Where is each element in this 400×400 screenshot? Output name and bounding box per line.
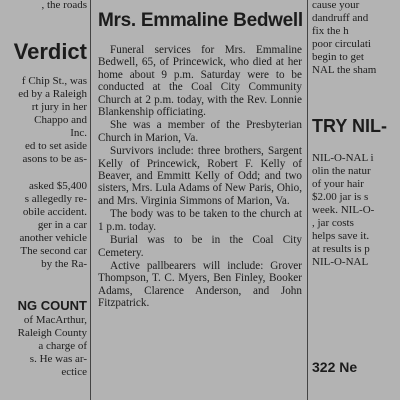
right-column-advertisement bbox=[309, 0, 400, 400]
right-text-line: cause your bbox=[312, 0, 360, 11]
left-text-line: f Chip St., was bbox=[21, 75, 87, 87]
left-text-line: ectice bbox=[61, 366, 87, 378]
left-text-line: obile accident. bbox=[22, 206, 87, 218]
right-text-line: $2.00 jar is s bbox=[312, 191, 369, 203]
left-text-line: of MacArthur, bbox=[23, 314, 87, 326]
article-paragraph: The body was to be taken to the church at 1 p.m. today. bbox=[98, 208, 302, 233]
right-text-line: dandruff and bbox=[312, 12, 369, 24]
obituary-article bbox=[92, 0, 306, 400]
article-headline: Mrs. Emmaline Bedwell bbox=[98, 10, 303, 31]
left-text-line: Raleigh County bbox=[17, 327, 87, 339]
left-text-line: Inc. bbox=[70, 127, 87, 139]
left-headline-verdict: Verdict bbox=[13, 39, 87, 64]
right-ad-address: 322 Ne bbox=[312, 359, 358, 375]
left-text-line: ed to set aside bbox=[24, 140, 87, 152]
left-text-line: Chappo and bbox=[34, 114, 87, 126]
article-body bbox=[98, 44, 302, 310]
right-text-line: week. NIL-O- bbox=[312, 204, 375, 216]
left-text-line: a charge of bbox=[38, 340, 87, 352]
right-text-line: at results is p bbox=[312, 243, 370, 255]
right-text-line: of your hair bbox=[312, 178, 364, 190]
right-text-line: poor circulati bbox=[312, 38, 371, 50]
right-text-line: begin to get bbox=[312, 51, 364, 63]
left-text-line: asons to be as- bbox=[22, 153, 87, 165]
right-text-line: NIL-O-NAL bbox=[312, 256, 369, 268]
right-text-line: fix the h bbox=[312, 25, 349, 37]
left-text-line: another vehicle bbox=[19, 232, 87, 244]
right-text-line: NAL the sham bbox=[312, 64, 377, 76]
article-paragraph: Burial was to be in the Coal City Cemetery. bbox=[98, 234, 302, 259]
column-rule-right bbox=[307, 0, 308, 400]
left-text-line: ed by a Raleigh bbox=[18, 88, 87, 100]
right-text-line: helps save it. bbox=[312, 230, 370, 242]
left-text-line: by the Ra- bbox=[41, 258, 87, 270]
left-headline-count: NG COUNT bbox=[17, 298, 87, 313]
left-text-line: asked $5,400 bbox=[28, 180, 87, 192]
article-paragraph: She was a member of the Presbyterian Church in Marion, Va. bbox=[98, 119, 302, 144]
article-paragraph: Survivors include: three brothers, Sargent Kelly of Princewick, Robert F. Kelly of Beaver, and Emmitt Kelly of Odd; and two sisters, Mrs. Lula Adams of New Paris, Ohio, and Mrs. Virginia Simmons of Marion, Va. bbox=[98, 145, 302, 207]
left-text-line: The second car bbox=[20, 245, 87, 257]
right-text-line: , jar costs bbox=[312, 217, 354, 229]
article-paragraph: Active pallbearers will include: Grover Thompson, T. C. Myers, Ben Finley, Booker Adams, Clarence Anderson, and John Fitzpatrick. bbox=[98, 259, 302, 310]
right-text-line: olin the natur bbox=[312, 165, 371, 177]
left-text-line: s allegedly re- bbox=[24, 193, 87, 205]
left-text-line: rt jury in her bbox=[31, 101, 87, 113]
article-paragraph: Funeral services for Mrs. Emmaline Bedwell, 65, of Princewick, who died at her home about 9 p.m. Saturday were to be conducted at the Coal City Community Church at 2 p.m. today, with the Rev. Lonnie Blankenship officiating. bbox=[98, 44, 302, 119]
left-column-clipping bbox=[0, 0, 90, 400]
left-text-line: ger in a car bbox=[37, 219, 87, 231]
right-text-line: NIL-O-NAL i bbox=[312, 152, 374, 164]
left-text-line: s. He was ar- bbox=[29, 353, 87, 365]
column-rule-left bbox=[90, 0, 91, 400]
left-text-line: , the roads bbox=[41, 0, 87, 11]
right-ad-headline: TRY NIL- bbox=[312, 116, 387, 136]
